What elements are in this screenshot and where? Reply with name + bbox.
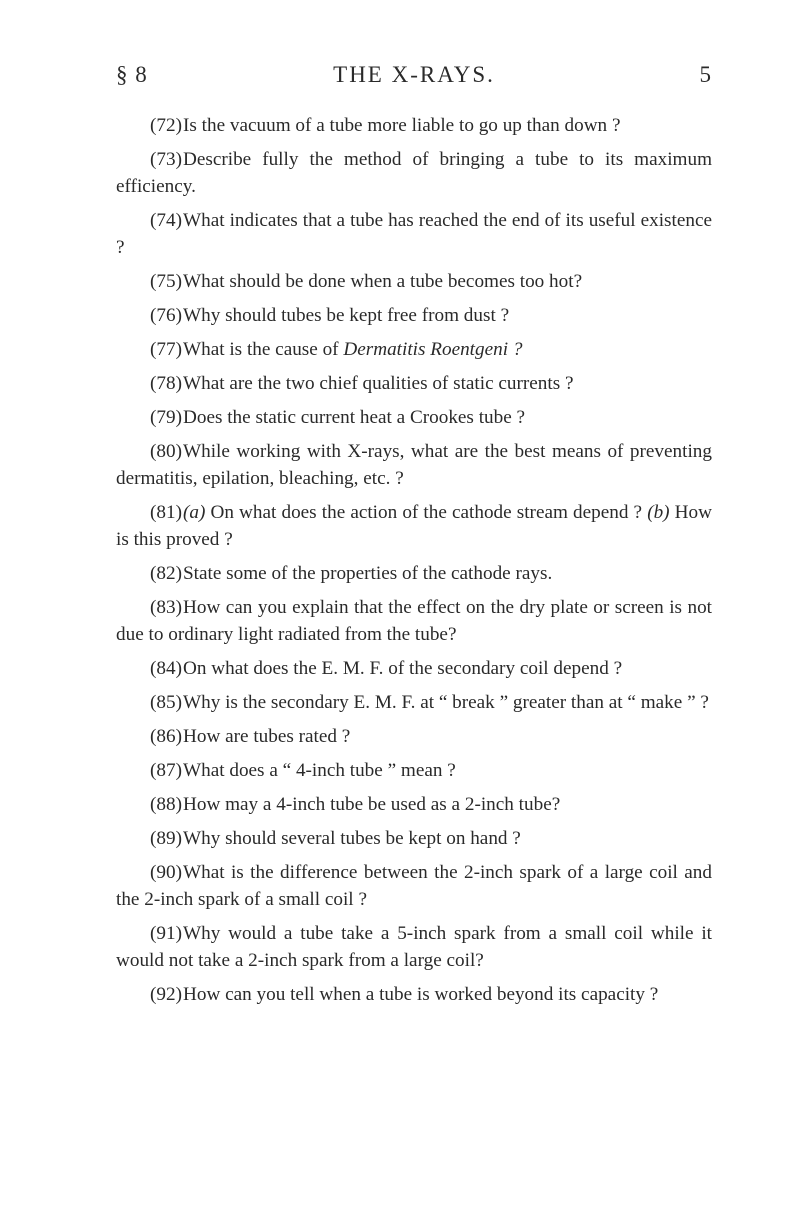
page-number: 5 — [699, 62, 712, 87]
page-header — [116, 62, 712, 98]
question-number: (73) — [150, 149, 182, 170]
question-74 — [116, 207, 712, 261]
question-number: (80) — [150, 441, 182, 462]
question-text: Describe fully the method of bringing a tube to its maximum efficiency. — [116, 149, 712, 197]
question-number: (90) — [150, 862, 182, 883]
question-88 — [116, 791, 712, 818]
question-list — [116, 112, 712, 1015]
question-number: (77) — [150, 339, 182, 360]
question-number: (72) — [150, 115, 182, 136]
question-number: (89) — [150, 828, 182, 849]
part-b-text: How is this proved ? — [116, 502, 712, 550]
question-number: (83) — [150, 597, 182, 618]
question-92 — [116, 981, 712, 1008]
question-text: What should be done when a tube becomes too hot? — [183, 271, 583, 292]
question-text: Why is the secondary E. M. F. at “ break ” greater than at “ make ” ? — [183, 692, 709, 713]
question-text: What indicates that a tube has reached the end of its useful existence ? — [116, 210, 712, 258]
question-text: On what does the E. M. F. of the secondary coil depend ? — [183, 658, 623, 679]
question-76 — [116, 302, 712, 329]
question-italic-term: Dermatitis Roentgeni ? — [343, 339, 523, 360]
question-text: How can you tell when a tube is worked beyond its capacity ? — [183, 984, 659, 1005]
question-73 — [116, 146, 712, 200]
question-75 — [116, 268, 712, 295]
question-text: State some of the properties of the cathode rays. — [183, 563, 553, 584]
question-83 — [116, 594, 712, 648]
question-number: (74) — [150, 210, 182, 231]
running-title: THE X-RAYS. — [333, 62, 495, 87]
question-72 — [116, 112, 712, 139]
question-79 — [116, 404, 712, 431]
question-text: Does the static current heat a Crookes tube ? — [183, 407, 526, 428]
question-82 — [116, 560, 712, 587]
question-text: Why should several tubes be kept on hand ? — [183, 828, 521, 849]
question-number: (76) — [150, 305, 182, 326]
question-text: What are the two chief qualities of static currents ? — [183, 373, 574, 394]
section-number: § 8 — [116, 62, 148, 87]
question-81 — [116, 499, 712, 553]
question-number: (86) — [150, 726, 182, 747]
question-87 — [116, 757, 712, 784]
question-text: How may a 4-inch tube be used as a 2-inch tube? — [183, 794, 561, 815]
question-85 — [116, 689, 712, 716]
question-78 — [116, 370, 712, 397]
question-number: (82) — [150, 563, 182, 584]
question-text: What is the cause of — [183, 339, 344, 360]
question-text: What does a “ 4-inch tube ” mean ? — [183, 760, 456, 781]
part-b-label: (b) — [647, 502, 670, 523]
question-text: While working with X-rays, what are the best means of preventing dermatitis, epilation, bleaching, etc. ? — [116, 441, 712, 489]
question-text: Is the vacuum of a tube more liable to go up than down ? — [183, 115, 621, 136]
question-number: (85) — [150, 692, 182, 713]
question-77 — [116, 336, 712, 363]
question-number: (92) — [150, 984, 182, 1005]
question-91 — [116, 920, 712, 974]
question-text: How are tubes rated ? — [183, 726, 351, 747]
question-number: (81) — [150, 502, 182, 523]
question-text: Why should tubes be kept free from dust ? — [183, 305, 510, 326]
question-text: Why would a tube take a 5-inch spark from a small coil while it would not take a 2-inch spark from a large coil? — [116, 923, 712, 971]
question-number: (79) — [150, 407, 182, 428]
question-number: (78) — [150, 373, 182, 394]
question-number: (84) — [150, 658, 182, 679]
part-a-text: On what does the action of the cathode stream depend ? — [205, 502, 648, 523]
question-number: (88) — [150, 794, 182, 815]
part-a-label: (a) — [183, 502, 206, 523]
question-text: How can you explain that the effect on the dry plate or screen is not due to ordinary light radiated from the tube? — [116, 597, 712, 645]
question-number: (75) — [150, 271, 182, 292]
question-90 — [116, 859, 712, 913]
question-86 — [116, 723, 712, 750]
question-84 — [116, 655, 712, 682]
question-text: What is the difference between the 2-inch spark of a large coil and the 2-inch spark of a small coil ? — [116, 862, 712, 910]
question-number: (91) — [150, 923, 182, 944]
question-89 — [116, 825, 712, 852]
question-number: (87) — [150, 760, 182, 781]
question-80 — [116, 438, 712, 492]
